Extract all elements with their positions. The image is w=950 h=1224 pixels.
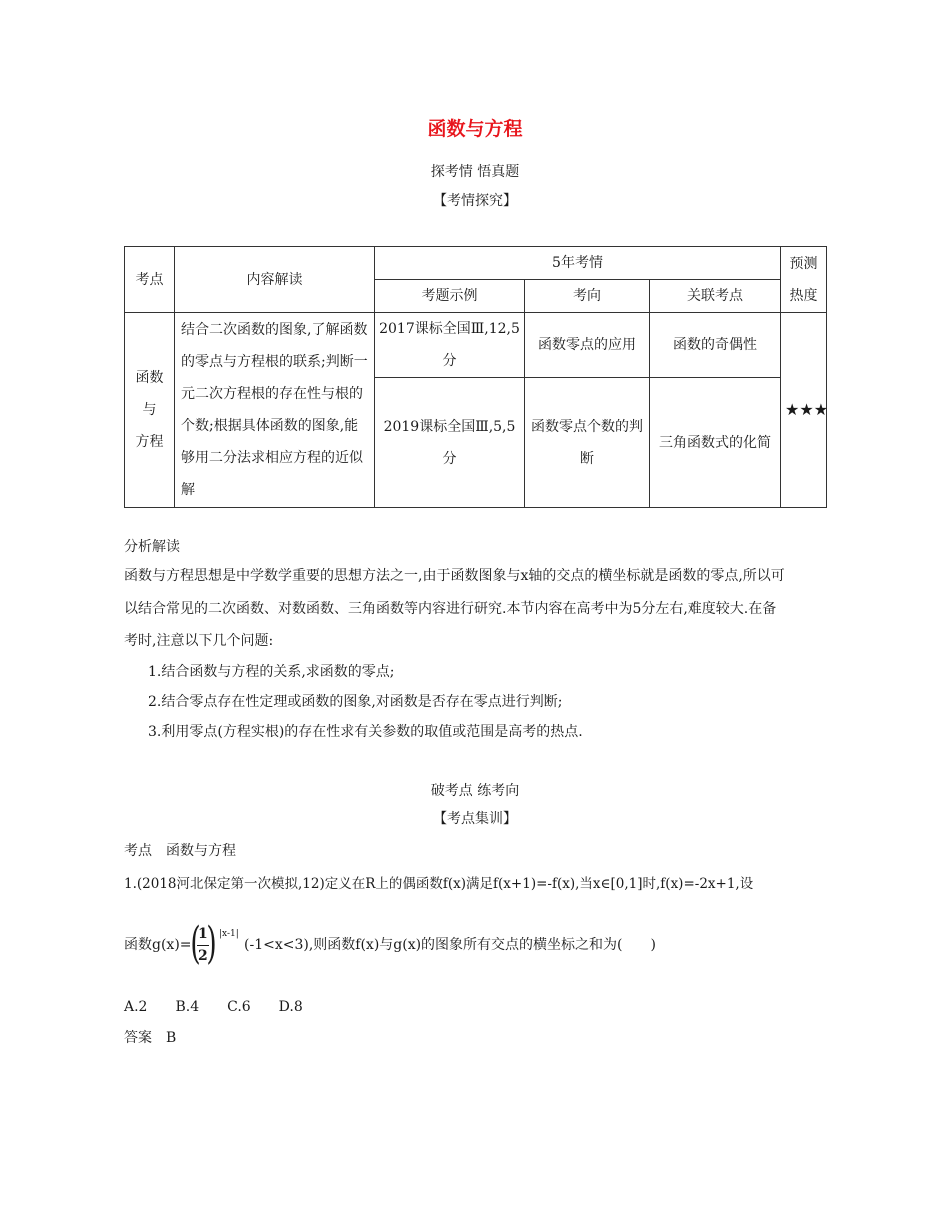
analysis-line-3: 考时,注意以下几个问题: xyxy=(124,633,274,649)
section-heading-practice: 破考点 练考向 xyxy=(430,783,520,799)
header-5-year: 5年考情 xyxy=(375,247,781,280)
related-cell-1: 函数的奇偶性 xyxy=(650,313,781,378)
header-related: 关联考点 xyxy=(650,280,781,313)
section-subheading-practice: 【考点集训】 xyxy=(433,811,517,827)
header-kaodian: 考点 xyxy=(125,247,175,313)
header-example: 考题示例 xyxy=(375,280,525,313)
analysis-line-2: 以结合常见的二次函数、对数函数、三角函数等内容进行研究.本节内容在高考中为5分左右,难度较大.在备 xyxy=(124,601,777,617)
direction-cell-1: 函数零点的应用 xyxy=(525,313,650,378)
content-cell: 结合二次函数的图象,了解函数的零点与方程根的联系;判断一元二次方程根的存在性与根的个数;根据具体函数的图象,能够用二分法求相应方程的近似解 xyxy=(175,313,375,508)
heat-label-2: 热度 xyxy=(789,287,818,304)
kaodian-line: 考点 函数与方程 xyxy=(124,843,236,859)
exam-analysis-table xyxy=(124,246,827,508)
analysis-item-2: 2.结合零点存在性定理或函数的图象,对函数是否存在零点进行判断; xyxy=(148,694,563,710)
heat-label-1: 预测 xyxy=(789,255,818,272)
analysis-line-1: 函数与方程思想是中学数学重要的思想方法之一,由于函数图象与x轴的交点的横坐标就是函数的零点,所以可 xyxy=(124,568,785,584)
example-cell-1: 2017课标全国Ⅲ,12,5分 xyxy=(375,313,525,378)
problem-answer: 答案 B xyxy=(124,1030,177,1046)
problem-line-1: 1.(2018河北保定第一次模拟,12)定义在R上的偶函数f(x)满足f(x+1)=-f(x),当x∈[0,1]时,f(x)=-2x+1,设 xyxy=(124,876,754,892)
fraction-denominator: 2 xyxy=(198,948,208,964)
topic-line-2: 方程 xyxy=(135,434,164,450)
problem-line-2-prefix: 函数g(x)= xyxy=(124,937,192,953)
header-content: 内容解读 xyxy=(175,247,375,313)
fraction-one-half xyxy=(190,918,217,972)
analysis-item-3: 3.利用零点(方程实根)的存在性求有关参数的取值或范围是高考的热点. xyxy=(148,724,583,740)
related-cell-2: 三角函数式的化简 xyxy=(650,378,781,508)
left-paren: ( xyxy=(190,918,201,969)
header-direction: 考向 xyxy=(525,280,650,313)
problem-line-2-suffix: (-1<x<3),则函数f(x)与g(x)的图象所有交点的横坐标之和为( ) xyxy=(244,937,656,953)
section-heading-explore: 探考情 悟真题 xyxy=(430,164,520,180)
heat-stars: ★★★ xyxy=(781,313,827,508)
fraction-numerator: 1 xyxy=(198,926,208,942)
analysis-heading: 分析解读 xyxy=(124,539,180,555)
topic-line-1: 函数与 xyxy=(135,370,164,418)
header-heat xyxy=(781,247,827,313)
exponent: |x-1| xyxy=(219,929,239,939)
section-subheading-explore: 【考情探究】 xyxy=(433,193,517,209)
problem-options: A.2 B.4 C.6 D.8 xyxy=(124,999,303,1015)
direction-cell-2: 函数零点个数的判断 xyxy=(525,378,650,508)
page-title: 函数与方程 xyxy=(427,118,523,140)
example-cell-2: 2019课标全国Ⅲ,5,5分 xyxy=(375,378,525,508)
topic-cell xyxy=(125,313,175,508)
right-paren: ) xyxy=(206,918,217,969)
analysis-item-1: 1.结合函数与方程的关系,求函数的零点; xyxy=(148,664,395,680)
